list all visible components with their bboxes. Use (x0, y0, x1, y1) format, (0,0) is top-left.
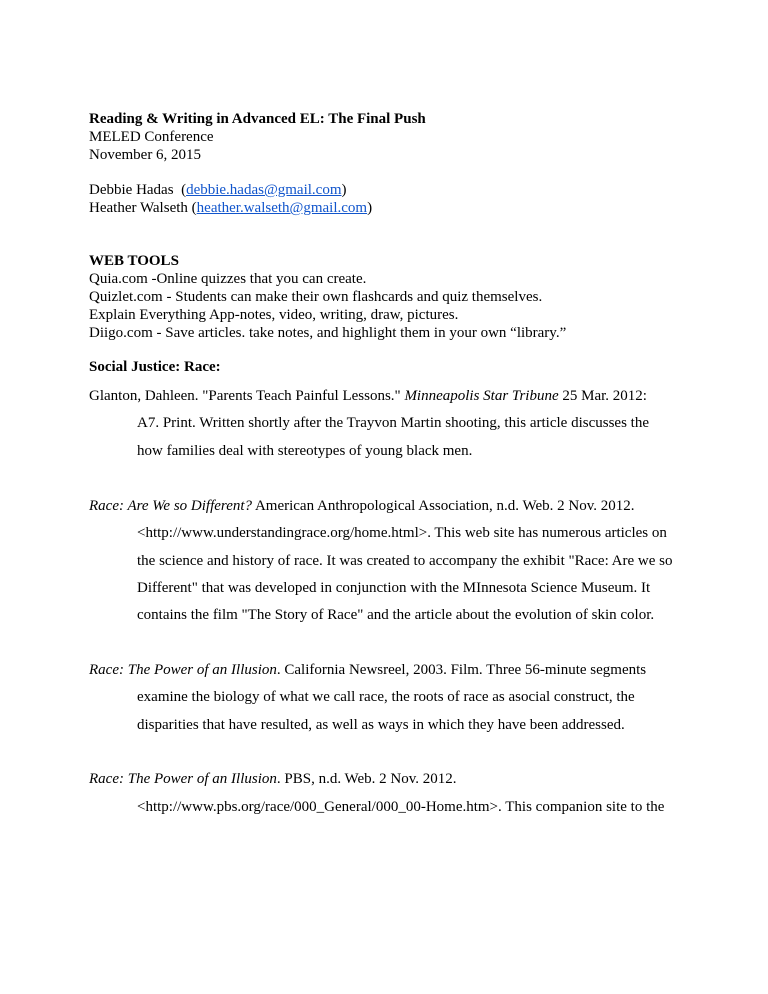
citation-tail: 25 Mar. 2012: (558, 388, 647, 404)
web-tool-item: Quizlet.com - Students can make their own flashcards and quiz themselves. (89, 289, 543, 305)
email-close-paren: ) (367, 200, 373, 216)
web-tools-heading: WEB TOOLS (89, 253, 179, 269)
citation-line: Different" that was developed in conjunction with the MInnesota Science Museum. It (137, 580, 651, 596)
document-title: Reading & Writing in Advanced EL: The Final Push (89, 111, 426, 127)
citation-line: the science and history of race. It was created to accompany the exhibit "Race: Are we so (137, 553, 673, 569)
citation-source-title: Race: The Power of an Illusion (89, 662, 277, 678)
web-tool-item: Quia.com -Online quizzes that you can create. (89, 271, 367, 287)
web-tool-item: Explain Everything App-notes, video, writing, draw, pictures. (89, 307, 459, 323)
citation-line: examine the biology of what we call race, the roots of race as asocial construct, the (137, 689, 635, 705)
citation-source-title: Race: The Power of an Illusion (89, 771, 277, 787)
citation-lead: Glanton, Dahleen. "Parents Teach Painful Lessons." (89, 388, 405, 404)
citation-first-line (89, 497, 635, 515)
citation-first-line (89, 661, 646, 679)
citation-tail: . PBS, n.d. Web. 2 Nov. 2012. (276, 771, 457, 787)
email-close-paren: ) (341, 182, 347, 198)
presenter-line (89, 199, 372, 217)
conference-name: MELED Conference (89, 129, 214, 145)
presenter-email-link[interactable]: debbie.hadas@gmail.com (186, 182, 342, 198)
citation-first-line (89, 770, 457, 788)
citation-first-line (89, 387, 647, 405)
presenter-name: Heather Walseth (89, 200, 188, 216)
citation-line: contains the film "The Story of Race" and the article about the evolution of skin color. (137, 607, 655, 623)
conference-date: November 6, 2015 (89, 147, 202, 163)
citation-line: disparities that have resulted, as well as ways in which they have been addressed. (137, 717, 625, 733)
citation-line: A7. Print. Written shortly after the Trayvon Martin shooting, this article discusses the (137, 415, 649, 431)
citation-tail: American Anthropological Association, n.d. Web. 2 Nov. 2012. (252, 498, 635, 514)
presenter-email-link[interactable]: heather.walseth@gmail.com (196, 200, 368, 216)
email-open-paren: ( (173, 182, 187, 198)
citation-line: <http://www.pbs.org/race/000_General/000_00-Home.htm>. This companion site to the (137, 799, 665, 815)
email-open-paren: ( (187, 200, 197, 216)
citation-tail: . California Newsreel, 2003. Film. Three 56-minute segments (276, 662, 647, 678)
presenter-line (89, 181, 347, 199)
citation-line: <http://www.understandingrace.org/home.html>. This web site has numerous articles on (137, 525, 667, 541)
citation-line: how families deal with stereotypes of young black men. (137, 443, 473, 459)
web-tool-item: Diigo.com - Save articles. take notes, and highlight them in your own “library.” (89, 325, 567, 341)
citation-source-title: Minneapolis Star Tribune (404, 388, 559, 404)
social-justice-heading: Social Justice: Race: (89, 359, 221, 375)
citation-source-title: Race: Are We so Different? (89, 498, 253, 514)
presenter-name: Debbie Hadas (89, 182, 174, 198)
